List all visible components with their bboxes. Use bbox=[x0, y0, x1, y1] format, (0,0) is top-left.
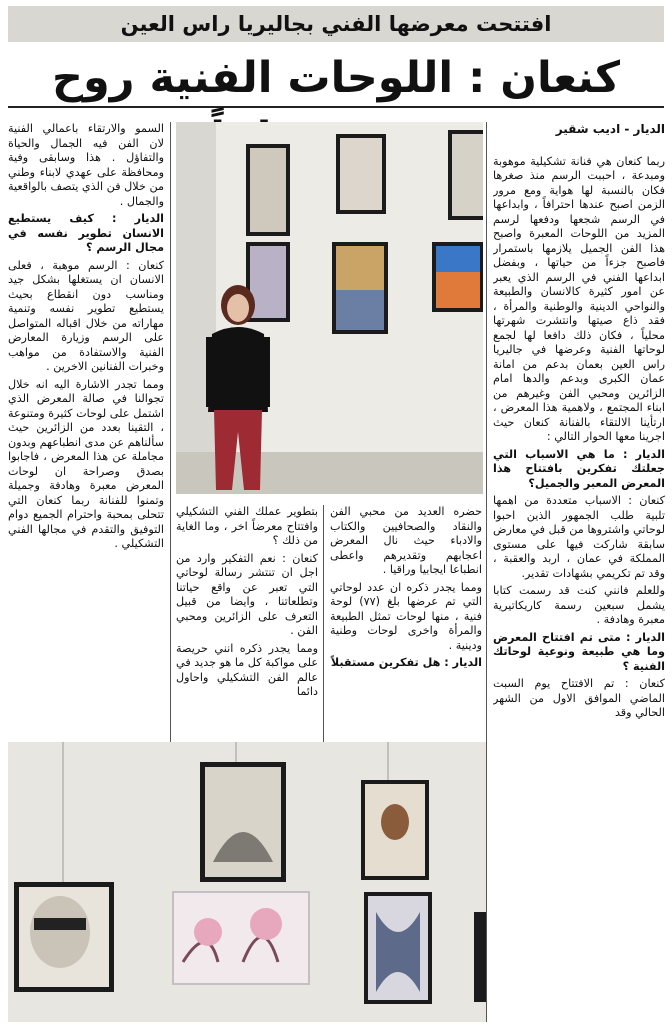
question: الديار : هل تفكرين مستقبلاً bbox=[330, 656, 482, 669]
answer: كنعان : تم الافتتاح يوم السبت الماضي الموافق الاول من الشهر الحالي وقد bbox=[493, 677, 665, 719]
framed-painting bbox=[14, 882, 114, 992]
question: الديار : كيف يستطيع الانسان تطوير نفسه في مجال الرسم ؟ bbox=[8, 212, 164, 254]
kicker-banner bbox=[8, 6, 664, 42]
column-rule bbox=[486, 742, 487, 1022]
paragraph: ومما يجدر ذكره ان عدد لوحاتي التي تم عرضها بلغ (٧٧) لوحة فنية ، منها لوحات تمثل الطبيعة والمرأة واخرى لوحات وطنية ودينية . bbox=[330, 580, 482, 652]
framed-painting bbox=[173, 892, 309, 984]
article-column-left bbox=[8, 122, 164, 742]
question: الديار : ما هي الاسباب التي جعلتك تفكرين بافتتاح هذا المعرض المعبر والجميل؟ bbox=[493, 447, 665, 490]
framed-painting bbox=[432, 242, 483, 312]
framed-painting bbox=[246, 144, 290, 236]
paragraph: وللعلم فانني كنت قد رسمت كتابا يشمل سبعين رسمة كاريكاتيرية معبرة وهادفة . bbox=[493, 584, 665, 626]
article-column-middle-right bbox=[330, 505, 482, 745]
kicker-text: افتتحت معرضها الفني بجاليريا راس العين bbox=[120, 12, 552, 36]
framed-painting bbox=[361, 780, 429, 880]
page-title: كنعان : اللوحات الفنية روح bbox=[8, 48, 664, 108]
paragraph: ومما تجدر الاشارة اليه انه خلال تجوالنا في صالة المعرض الذي اشتمل على لوحات كثيرة ومتنوعة ، التقينا بعدد من الزائرين حيث سألناهم عن مدى انطباعهم وبدون مجاملة عن هذا المعرض ، فاجابوا بصدق وصراحة ان لوحات المعرض معبرة وهادفة وجميلة وتمنوا للفنانة ربما كنعان التي تتحلى بمحبة واحترام الجميع دوام التوفيق والتقدم في مجالها الفني التشكيلي . bbox=[8, 377, 164, 550]
question: الديار : متى تم افتتاح المعرض وما هي طبيعة ونوعية لوحاتك الفنية ؟ bbox=[493, 630, 665, 673]
framed-painting bbox=[336, 134, 386, 214]
paragraph: ومما يجدر ذكره انني حريصة على مواكبة كل ما هو جديد في عالم الفن التشكيلي واحاول دائما bbox=[176, 641, 318, 698]
framed-painting bbox=[200, 762, 286, 882]
paragraph: السمو والارتقاء باعمالي الفنية لان الفن فيه الجمال والحياة والتفاؤل . هذا وسابقى وفية ومحافظة على عهدي لابناء وطني من خلال فن الذي يتصف بالواقعية والجمال . bbox=[8, 122, 164, 208]
framed-painting bbox=[364, 892, 432, 1004]
paragraph: بتطوير عملك الفني التشكيلي وافتتاح معرضاً اخر ، وما الغاية من ذلك ؟ bbox=[176, 505, 318, 547]
paragraph: حضره العديد من محبي الفن والنقاد والصحافيين والكتاب والادباء حيث نال المعرض اعجابهم وتقديرهم واعطى انطباعا ايجابيا وراقيا . bbox=[330, 505, 482, 576]
artist-photo-illustration bbox=[176, 122, 483, 494]
answer: كنعان : الاسباب متعددة من اهمها تلبية طلب الجمهور الذين احبوا لوحاتي واشتروها من قبل في معارض سابقة شاركت فيها على مستوى المملكة في عمان ، اربد والعقبة ، وقد تم تكريمي بشهادات تقدير. bbox=[493, 494, 665, 580]
byline: الديار - اديب شقير bbox=[555, 122, 665, 136]
gallery-photo-wall bbox=[8, 742, 486, 1022]
answer: كنعان : نعم التفكير وارد من اجل ان تنتشر رسالة لوحاتي التي تعبر عن واقع حياتنا وتطلعاتنا ، وايضا من قبيل التعرف على الزائرين ومحبي الفن . bbox=[176, 551, 318, 637]
article-column-right bbox=[493, 122, 665, 1022]
framed-painting bbox=[448, 130, 483, 220]
gallery-wall-illustration bbox=[8, 742, 486, 1022]
column-rule bbox=[170, 122, 171, 742]
column-rule bbox=[323, 505, 324, 743]
paragraph: ربما كنعان هي فنانة تشكيلية موهوبة ومبدعة ، احببت الرسم منذ صغرها فكان بالنسبة لها هواية ومع مرور الزمن اصبح عندها احترافاً ، وابداعها في الرسم شجعها ودفعها لرسم المزيد من اللوحات المعبرة واصبح هذا الفن الجميل يلازمها باستمرار فاصبح جزءاً من حياتها ، وبفضل ابداعها الفني في الرسم الذي يعبر عن امور كثيرة كالانسان والطبيعة والنواحي الدينية والوطنية والمرأة ، فقد ذاع صيتها وانتشرت شهرتها محلياً ، فكان ذلك دافعا لها لجمع لوحاتها الفنية وعرضها في جاليريا راس العين بعمان بدعم من امانة عمان الكبرى وبدعم والدها امام الزائرين ومحبي الفن وغيرهم من ابناء المجتمع ، ولاهمية هذا المعرض ، ارتأينا الالتقاء بالفنانة كنعان حيث اجرينا معها الحوار التالي : bbox=[493, 154, 665, 443]
gallery-photo-artist bbox=[176, 122, 483, 494]
framed-painting bbox=[332, 242, 388, 334]
article-column-middle-left bbox=[176, 505, 318, 745]
answer: كنعان : الرسم موهبة ، فعلى الانسان ان يستغلها بشكل جيد ومناسب دون انقطاع بحيث يستطيع تطوير نفسه وتنمية مهاراته من خلال اقباله المتواصل على الرسم وزيارة المعارض الفنية والاستفادة من مواهب وخبرات الفنانين الاخرين . bbox=[8, 258, 164, 373]
